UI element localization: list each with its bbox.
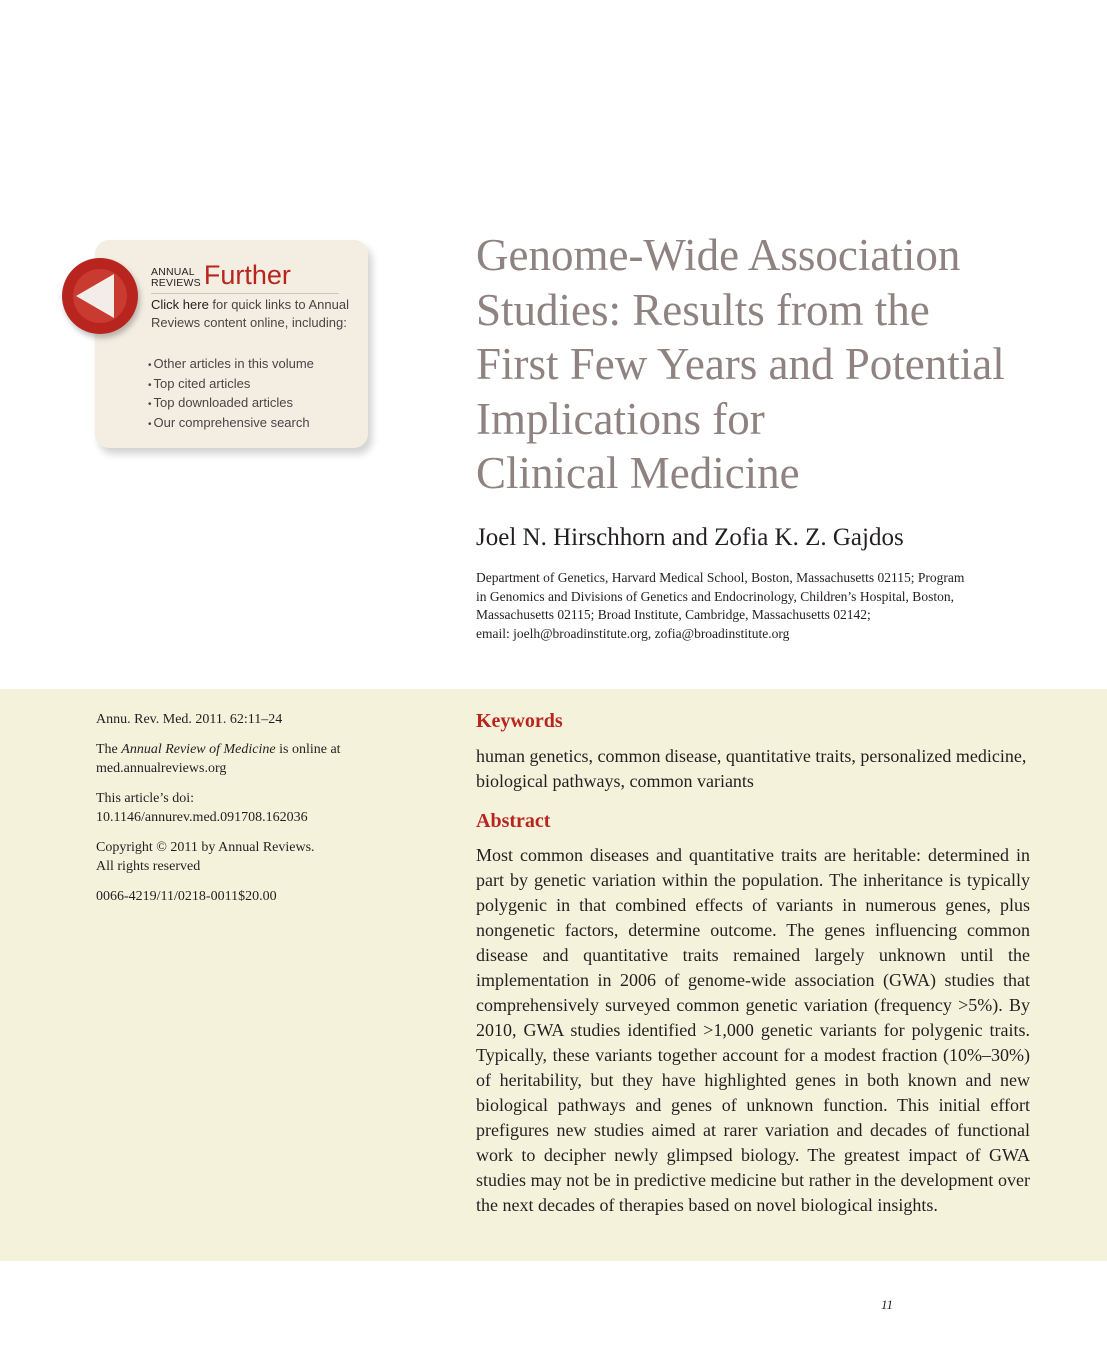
affiliation-line: Department of Genetics, Harvard Medical School, Boston, Massachusetts 02115; Program <box>476 570 965 585</box>
online-note <box>96 740 386 778</box>
affiliation-line: Massachusetts 02115; Broad Institute, Cambridge, Massachusetts 02142; <box>476 607 871 622</box>
further-link-other-articles[interactable]: • Other articles in this volume <box>148 355 314 375</box>
left-arrow-icon[interactable] <box>62 258 138 334</box>
title-line: Studies: Results from the <box>476 284 930 335</box>
affiliation-line: email: joelh@broadinstitute.org, zofia@broadinstitute.org <box>476 625 790 641</box>
doi-block <box>96 789 386 827</box>
copyright-line: Copyright © 2011 by Annual Reviews. <box>96 840 315 855</box>
title-line: First Few Years and Potential <box>476 339 1005 389</box>
title-line: Implications for <box>476 393 765 444</box>
journal-url[interactable]: med.annualreviews.org <box>96 761 227 776</box>
click-here-link[interactable]: Click here <box>151 297 209 312</box>
article-title <box>476 228 1076 501</box>
online-prefix: The <box>96 742 122 757</box>
abstract-text: Most common diseases and quantitative traits are heritable: determined in part by genetic variation within the population. The inheritance is typically polygenic in that combined effects of variants in numerous genes, plus nongenetic factors, determine outcome. The genes influencing common disease and quantitative traits remained largely unknown until the implementation in 2006 of genome-wide association (GWA) studies that comprehensively surveyed common genetic variation (frequency >5%). By 2010, GWA studies identified >1,000 genetic variants for polygenic traits. Typically, these variants together account for a modest fraction (10%–30%) of heritability, but they have highlighted genes in both known and new biological pathways and genes of unknown function. This initial effort prefigures new studies aimed at rarer variation and decades of functional work to decipher newly glimpsed biology. The greatest impact of GWA studies may not be in predictive medicine but rather in the development over the next decades of therapies based on novel biological insights. <box>476 845 1030 1215</box>
online-suffix: is online at <box>275 742 341 757</box>
doi-label: This article’s doi: <box>96 791 194 806</box>
doi-value[interactable]: 10.1146/annurev.med.091708.162036 <box>96 810 308 825</box>
author-affiliations <box>476 569 1041 643</box>
further-divider <box>151 293 339 294</box>
rights-line: All rights reserved <box>96 859 201 874</box>
citation: Annu. Rev. Med. 2011. 62:11–24 <box>96 712 283 727</box>
affiliation-line: in Genomics and Divisions of Genetics and Endocrinology, Children’s Hospital, Boston, <box>476 588 954 604</box>
issn: 0066-4219/11/0218-0011$20.00 <box>96 889 277 904</box>
article-metadata <box>96 710 386 917</box>
copyright <box>96 838 386 876</box>
further-description-text: for quick links to Annual Reviews content online, including: <box>151 297 349 330</box>
brand-reviews: REVIEWS <box>151 277 201 289</box>
brand-annual: ANNUAL <box>151 266 195 278</box>
keywords-text: human genetics, common disease, quantitative traits, personalized medicine, biological pathways, common variants <box>476 746 1027 791</box>
abstract-heading: Abstract <box>476 810 551 832</box>
brand-further: Further <box>203 260 291 290</box>
title-line: Clinical Medicine <box>476 448 800 498</box>
further-link-top-downloaded[interactable]: • Top downloaded articles <box>148 394 314 414</box>
further-link-top-cited[interactable]: • Top cited articles <box>148 375 314 395</box>
annual-reviews-further-logo <box>151 262 291 289</box>
further-link-search[interactable]: • Our comprehensive search <box>148 414 314 434</box>
journal-name: Annual Review of Medicine <box>121 742 276 757</box>
page-number: 11 <box>881 1297 894 1312</box>
title-line: Genome-Wide Association <box>476 230 961 280</box>
article-authors: Joel N. Hirschhorn and Zofia K. Z. Gajdos <box>476 524 904 551</box>
further-link-list <box>148 355 314 433</box>
further-description <box>151 296 351 331</box>
keywords-heading: Keywords <box>476 710 563 732</box>
